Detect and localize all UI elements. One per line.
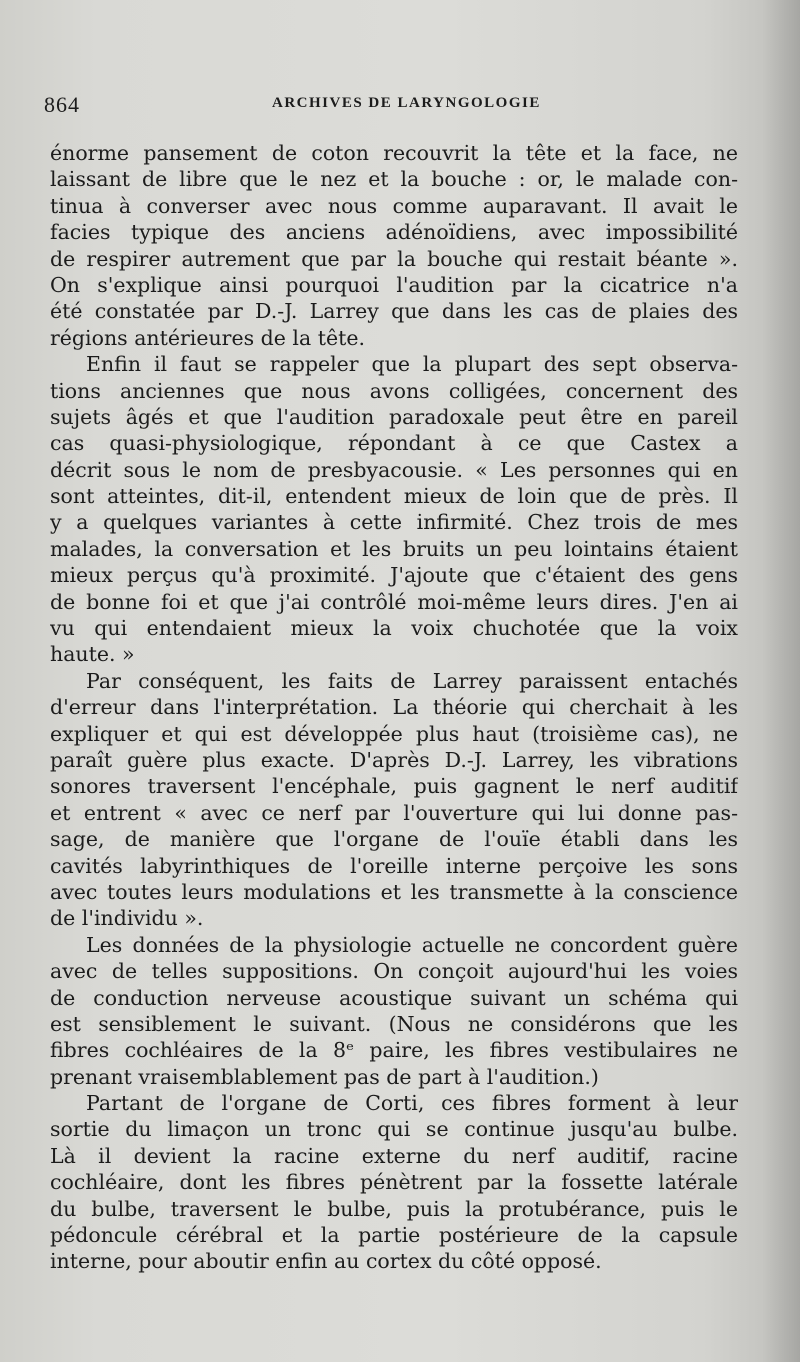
text-line: de conduction nerveuse acoustique suivant un schéma qui — [50, 985, 738, 1010]
text-line: sujets âgés et que l'audition paradoxale peut être en pareil — [50, 404, 738, 429]
text-line: d'erreur dans l'interprétation. La théorie qui cherchait à les — [50, 695, 738, 720]
running-head — [44, 92, 750, 122]
text-line: de l'individu ». — [50, 906, 204, 931]
text-line: pédoncule cérébral et la partie postérieure de la capsule — [50, 1223, 738, 1248]
text-line: été constatée par D.-J. Larrey que dans les cas de plaies des — [50, 299, 738, 324]
text-line: mieux perçus qu'à proximité. J'ajoute que c'étaient des gens — [50, 563, 738, 588]
text-line: régions antérieures de la tête. — [50, 325, 365, 350]
text-line: laissant de libre que le nez et la bouche : or, le malade con- — [50, 167, 738, 192]
page-number: 864 — [44, 92, 80, 117]
text-line: tinua à converser avec nous comme auparavant. Il avait le — [50, 193, 738, 218]
text-line: facies typique des anciens adénoïdiens, avec impossibilité — [50, 220, 738, 245]
text-line: haute. » — [50, 642, 135, 667]
text-line: est sensiblement le suivant. (Nous ne considérons que les — [50, 1011, 738, 1036]
text-line: Enfin il faut se rappeler que la plupart des sept observa- — [86, 352, 738, 377]
text-line: prenant vraisemblablement pas de part à l'audition.) — [50, 1064, 599, 1089]
text-line: énorme pansement de coton recouvrit la tête et la face, ne — [50, 141, 738, 165]
text-line: On s'explique ainsi pourquoi l'audition par la cicatrice n'a — [50, 272, 738, 297]
text-line: vu qui entendaient mieux la voix chuchotée que la voix — [50, 616, 738, 641]
text-line: sage, de manière que l'organe de l'ouïe établi dans les — [50, 827, 738, 852]
text-line: Par conséquent, les faits de Larrey paraissent entachés — [86, 668, 738, 693]
text-line: sortie du limaçon un tronc qui se continue jusqu'au bulbe. — [50, 1117, 738, 1142]
text-line: avec de telles suppositions. On conçoit aujourd'hui les voies — [50, 959, 738, 984]
text-line: cavités labyrinthiques de l'oreille interne perçoive les sons — [50, 853, 738, 878]
text-line: fibres cochléaires de la 8ᵉ paire, les fibres vestibulaires ne — [50, 1038, 738, 1063]
text-line: sont atteintes, dit-il, entendent mieux de loin que de près. Il — [50, 484, 738, 509]
text-line: tions anciennes que nous avons colligées, concernent des — [50, 378, 738, 403]
text-line: y a quelques variantes à cette infirmité. Chez trois de mes — [50, 510, 738, 535]
page-edge-shadow — [762, 0, 800, 1362]
text-line: interne, pour aboutir enfin au cortex du côté opposé. — [50, 1249, 602, 1274]
text-line: de bonne foi et que j'ai contrôlé moi-même leurs dires. J'en ai — [50, 589, 738, 614]
text-line: cochléaire, dont les fibres pénètrent par la fossette latérale — [50, 1170, 738, 1195]
text-line: Partant de l'organe de Corti, ces fibres forment à leur — [86, 1091, 738, 1116]
text-line: et entrent « avec ce nerf par l'ouverture qui lui donne pas- — [50, 800, 738, 825]
text-line: avec toutes leurs modulations et les transmette à la conscience — [50, 879, 738, 904]
text-line: de respirer autrement que par la bouche qui restait béante ». — [50, 246, 738, 271]
journal-title: ARCHIVES DE LARYNGOLOGIE — [272, 95, 541, 111]
text-line: paraît guère plus exacte. D'après D.-J. Larrey, les vibrations — [50, 747, 738, 772]
text-line: décrit sous le nom de presbyacousie. « Les personnes qui en — [50, 457, 738, 482]
text-line: Là il devient la racine externe du nerf auditif, racine — [50, 1143, 738, 1168]
body-text — [50, 140, 738, 1275]
text-line: sonores traversent l'encéphale, puis gagnent le nerf auditif — [50, 774, 738, 799]
text-line: Les données de la physiologie actuelle ne concordent guère — [86, 932, 738, 957]
text-line: cas quasi-physiologique, répondant à ce que Castex a — [50, 431, 738, 456]
text-line: expliquer et qui est développée plus haut (troisième cas), ne — [50, 721, 738, 746]
text-line: du bulbe, traversent le bulbe, puis la protubérance, puis le — [50, 1196, 738, 1221]
text-line: malades, la conversation et les bruits un peu lointains étaient — [50, 536, 738, 561]
